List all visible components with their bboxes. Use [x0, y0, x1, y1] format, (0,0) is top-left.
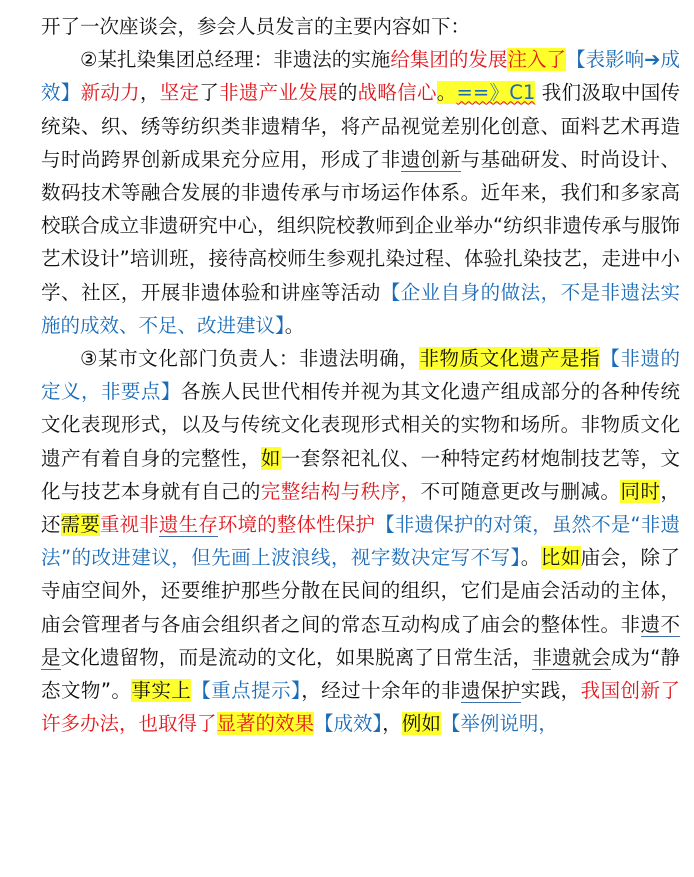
highlighted-text: 比如: [540, 546, 581, 570]
annotation-note: 【非遗的定义，非要点】: [41, 347, 680, 404]
highlighted-text: 同时: [620, 479, 661, 503]
highlighted-text: 例如: [401, 712, 441, 736]
text-run: 成为“静态文物”。: [41, 645, 680, 703]
underlined-text: 遗不是: [41, 612, 680, 669]
underlined-text: 非遗就会: [532, 645, 611, 669]
text-run: 一套祭祀礼仪、一种特定药材炮制技艺等，文化与技艺本身就有自己的: [41, 446, 680, 503]
paragraph-speaker-3: [41, 342, 680, 740]
annotation-note: 【企业自身的做法，不是非遗法实施的成效、不足、改进建议】: [41, 280, 680, 337]
highlighted-key-phrase: 注入了: [507, 48, 567, 72]
text-run: ，还: [41, 479, 680, 537]
highlighted-text: 非物质文化遗产是指: [419, 347, 601, 371]
text-run: ，: [382, 712, 402, 736]
annotation-note: 【表影响➔成效】: [41, 48, 680, 105]
paragraph-speaker-2: [41, 43, 680, 342]
key-phrase: 非遗产业发展: [219, 81, 338, 105]
highlighted-text: 。: [436, 81, 457, 105]
text-run: ，: [139, 81, 160, 105]
highlighted-key-phrase: 显著的效果: [216, 712, 315, 736]
text-run: 。: [520, 546, 541, 570]
key-phrase: 重视非: [99, 513, 159, 537]
paragraph-intro: [41, 10, 680, 43]
key-phrase: 新动力: [80, 81, 140, 105]
key-phrase: 战略信心: [357, 81, 437, 105]
key-phrase: 给集团的发展: [390, 48, 508, 72]
text-run: ③某市文化部门负责人：非遗法明确，: [80, 347, 420, 371]
text-run: ，经过十余年的非: [301, 679, 461, 703]
text-run: 了: [199, 81, 220, 105]
key-phrase: 环境的整体性保护: [217, 513, 376, 537]
text-run: 我们汲取中国传统染、织、绣等纺织类非遗精华，将产品视觉差别化创意、面料艺术再造与时尚跨界创新成果充分应用，形成了非: [41, 81, 680, 171]
text-run: ②某扎染集团总经理：非遗法的实施: [80, 48, 391, 72]
annotation-note: 【成效】: [314, 712, 383, 736]
text-run: 开了一次座谈会，参会人员发言的主要内容如下：: [41, 15, 471, 38]
text-run: 各族人民世代相传并视为其文化遗产组成部分的各种传统文化表现形式，以及与传统文化表现形式相关的实物和场所。非物质文化遗产有着自身的完整性，: [41, 380, 680, 470]
annotation-note: 【非遗保护的对策，虽然不是“非遗法”的改进建议，但先画上波浪线，视字数决定写不写】: [41, 513, 680, 570]
highlighted-text: 事实上: [131, 679, 192, 703]
text-run: 的: [337, 81, 358, 105]
key-phrase: 坚定: [159, 81, 200, 105]
annotation-note: 【举例说明，: [440, 712, 558, 736]
key-phrase: 我国创新了许多办法，也取得了: [41, 679, 680, 736]
underlined-text: 遗生存: [158, 513, 218, 537]
text-run: 与基础研发、时尚设计、数码技术等融合发展的非遗传承与市场运作体系。近年来，我们和多家高校联合成立非遗研究中心，组织院校教师到企业举办“纺织非遗传承与服饰艺术设计”培训班，接待高校师生参观扎染过程、体验扎染技艺，走进中小学、社区，开展非遗体验和讲座等活动: [41, 147, 680, 304]
underlined-text: 遗保护: [460, 679, 521, 703]
highlighted-text: 需要: [60, 513, 100, 537]
annotation-note: ==》C1: [456, 81, 536, 105]
text-run: 文化遗留物，而是流动的文化，如果脱离了日常生活，: [60, 645, 533, 669]
text-run: 不可随意更改与删减。: [420, 479, 621, 503]
highlighted-text: 如: [260, 446, 281, 470]
key-phrase: 完整结构与秩序，: [260, 479, 421, 503]
underlined-text: 遗创新: [400, 147, 461, 171]
annotation-note: 【重点提示】: [191, 679, 302, 703]
text-run: 庙会，除了寺庙空间外，还要维护那些分散在民间的组织，它们是庙会活动的主体，庙会管理者与各庙会组织者之间的常态互动构成了庙会的整体性。非: [41, 546, 680, 636]
text-run: 。: [284, 313, 305, 337]
text-run: 实践，: [520, 679, 581, 703]
